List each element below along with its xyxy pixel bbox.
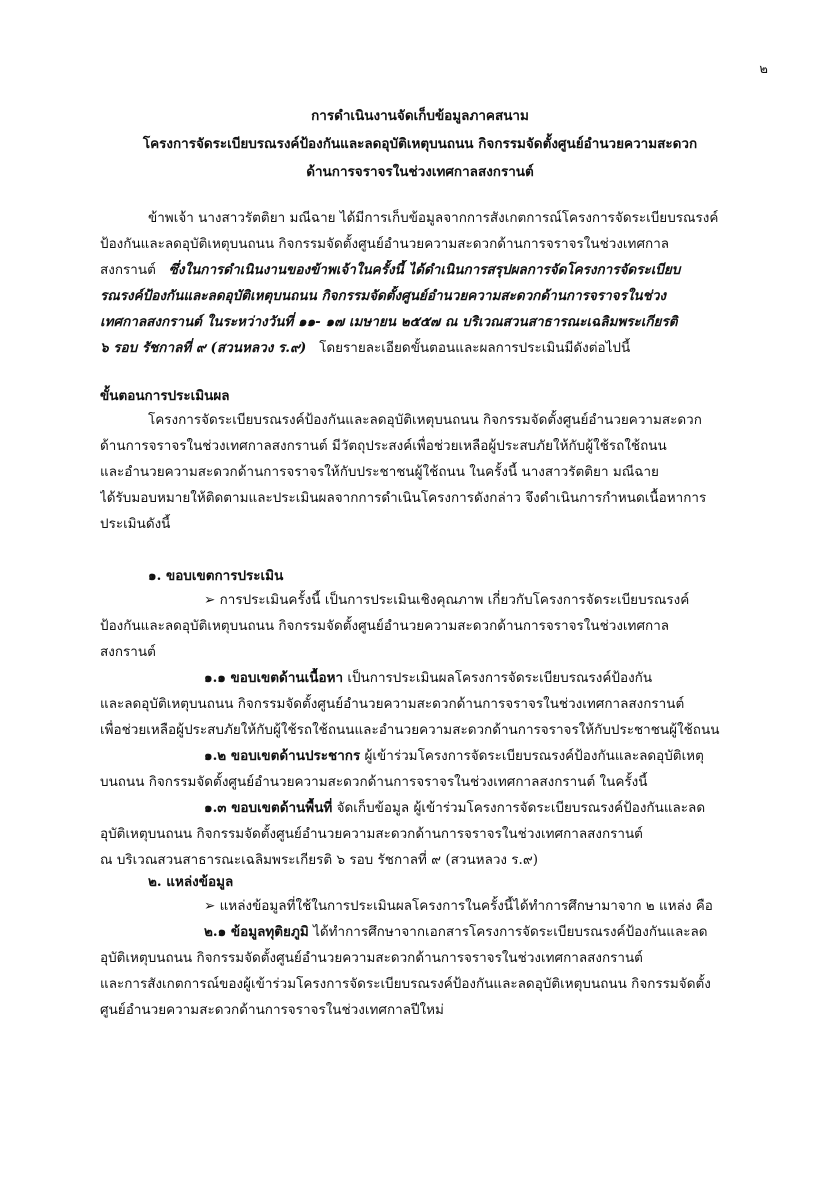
intro-line-1: ข้าพเจ้า นางสาวรัตติยา มณีฉาย ได้มีการเก็บข้อมูลจากการสังเกตการณ์โครงการจัดระเบียบรณรงค์ [148,210,719,226]
page-number: ๒ [759,62,768,77]
intro-line-3 [100,260,742,280]
scope-bullet-line-2: ป้องกันและลดอุบัติเหตุบนถนน กิจกรรมจัดตั้งศูนย์อำนวยความสะดวกด้านการจราจรในช่วงเทศกาล [100,618,670,634]
scope-1-3-text: จัดเก็บข้อมูล ผู้เข้าร่วมโครงการจัดระเบียบรณรงค์ป้องกันและลด [336,800,706,816]
scope-1-1-text: เป็นการประเมินผลโครงการจัดระเบียบรณรงค์ป้องกัน [347,670,653,686]
section-para-line-2: ด้านการจราจรในช่วงเทศกาลสงกรานต์ มีวัตถุประสงค์เพื่อช่วยเหลือผู้ประสบภัยให้กับผู้ใช้รถใช้ถนน [100,438,667,454]
scope-heading: ๑. ขอบเขตการประเมิน [148,568,284,584]
scope-1-3-line-2: อุบัติเหตุบนถนน กิจกรรมจัดตั้งศูนย์อำนวยความสะดวกด้านการจราจรในช่วงเทศกาลสงกรานต์ [100,826,643,842]
scope-bullet-line-3: สงกรานต์ [100,644,156,660]
section-para-line-1: โครงการจัดระเบียบรณรงค์ป้องกันและลดอุบัติเหตุบนถนน กิจกรรมจัดตั้งศูนย์อำนวยความสะดวก [148,412,702,428]
scope-1-2-text: ผู้เข้าร่วมโครงการจัดระเบียบรณรงค์ป้องกันและลดอุบัติเหตุ [364,748,704,764]
sources-2-1-text: ได้ทำการศึกษาจากเอกสารโครงการจัดระเบียบรณรงค์ป้องกันและลด [313,924,708,940]
scope-1-1-line-2: และลดอุบัติเหตุบนถนน กิจกรรมจัดตั้งศูนย์อำนวยความสะดวกด้านการจราจรในช่วงเทศกาลสงกรานต์ [100,696,685,712]
intro-line-2: ป้องกันและลดอุบัติเหตุบนถนน กิจกรรมจัดตั้งศูนย์อำนวยความสะดวกด้านการจราจรในช่วงเทศกาล [100,236,670,252]
section-para-line-3: และอำนวยความสะดวกด้านการจราจรให้กับประชาชนผู้ใช้ถนน ในครั้งนี้ นางสาวรัตติยา มณีฉาย [100,464,659,480]
section-para-line-5: ประเมินดังนี้ [100,516,171,532]
doc-title-line-2: โครงการจัดระเบียบรณรงค์ป้องกันและลดอุบัติเหตุบนถนน กิจกรรมจัดตั้งศูนย์อำนวยความสะดวก [142,136,698,152]
scope-bullet: ➢ การประเมินครั้งนี้ เป็นการประเมินเชิงคุณภาพ เกี่ยวกับโครงการจัดระเบียบรณรงค์ [204,592,690,608]
scope-1-3-label: ๑.๓ ขอบเขตด้านพื้นที่ [204,800,333,816]
intro-line-3b: ซึ่งในการดำเนินงานของข้าพเจ้าในครั้งนี้ ได้ดำเนินการสรุปผลการจัดโครงการจัดระเบียบ [168,262,681,278]
sources-2-1-line-3: และการสังเกตการณ์ของผู้เข้าร่วมโครงการจัดระเบียบรณรงค์ป้องกันและลดอุบัติเหตุบนถนน กิจกรรมจัดตั้ง [100,976,711,992]
sources-2-1-line-1 [204,922,742,942]
intro-line-6a: ๖ รอบ รัชกาลที่ ๙ (สวนหลวง ร.๙) [100,340,307,356]
doc-title-line-1: การดำเนินงานจัดเก็บข้อมูลภาคสนาม [311,108,529,124]
section-heading: ขั้นตอนการประเมินผล [100,388,230,404]
intro-line-5: เทศกาลสงกรานต์ ในระหว่างวันที่ ๑๑- ๑๗ เมษายน ๒๕๕๗ ณ บริเวณสวนสาธารณะเฉลิมพระเกียรติ [100,314,678,330]
intro-line-6 [100,338,742,358]
scope-1-1-line-3: เพื่อช่วยเหลือผู้ประสบภัยให้กับผู้ใช้รถใช้ถนนและอำนวยความสะดวกด้านการจราจรให้กับประชาชนผู้ใช้ถนน [100,722,720,738]
sources-heading: ๒. แหล่งข้อมูล [148,874,234,890]
sources-2-1-line-2: อุบัติเหตุบนถนน กิจกรรมจัดตั้งศูนย์อำนวยความสะดวกด้านการจราจรในช่วงเทศกาลสงกรานต์ [100,950,643,966]
scope-1-3-line-1 [204,798,742,818]
scope-1-1-label: ๑.๑ ขอบเขตด้านเนื้อหา [204,670,344,686]
scope-1-2-label: ๑.๒ ขอบเขตด้านประชากร [204,748,361,764]
sources-2-1-label: ๒.๑ ข้อมูลทุติยภูมิ [204,924,309,940]
doc-title-line-3: ด้านการจราจรในช่วงเทศกาลสงกรานต์ [306,164,534,180]
scope-1-3-line-3: ณ บริเวณสวนสาธารณะเฉลิมพระเกียรติ ๖ รอบ รัชกาลที่ ๙ (สวนหลวง ร.๙) [100,852,538,868]
scope-1-2-line-1 [204,746,742,766]
section-para-line-4: ได้รับมอบหมายให้ติดตามและประเมินผลจากการดำเนินโครงการดังกล่าว จึงดำเนินการกำหนดเนื้อหาการ [100,490,707,506]
intro-line-4: รณรงค์ป้องกันและลดอุบัติเหตุบนถนน กิจกรรมจัดตั้งศูนย์อำนวยความสะดวกด้านการจราจรในช่วง [100,288,666,304]
scope-1-1-line-1 [204,668,742,688]
scope-1-2-line-2: บนถนน กิจกรรมจัดตั้งศูนย์อำนวยความสะดวกด้านการจราจรในช่วงเทศกาลสงกรานต์ ในครั้งนี้ [100,774,648,790]
sources-2-1-line-4: ศูนย์อำนวยความสะดวกด้านการจราจรในช่วงเทศกาลปีใหม่ [100,1002,444,1018]
intro-line-3a: สงกรานต์ [100,262,156,278]
sources-bullet: ➢ แหล่งข้อมูลที่ใช้ในการประเมินผลโครงการในครั้งนี้ได้ทำการศึกษามาจาก ๒ แหล่ง คือ [204,898,713,914]
intro-line-6b: โดยรายละเอียดขั้นตอนและผลการประเมินมีดังต่อไปนี้ [319,340,631,356]
